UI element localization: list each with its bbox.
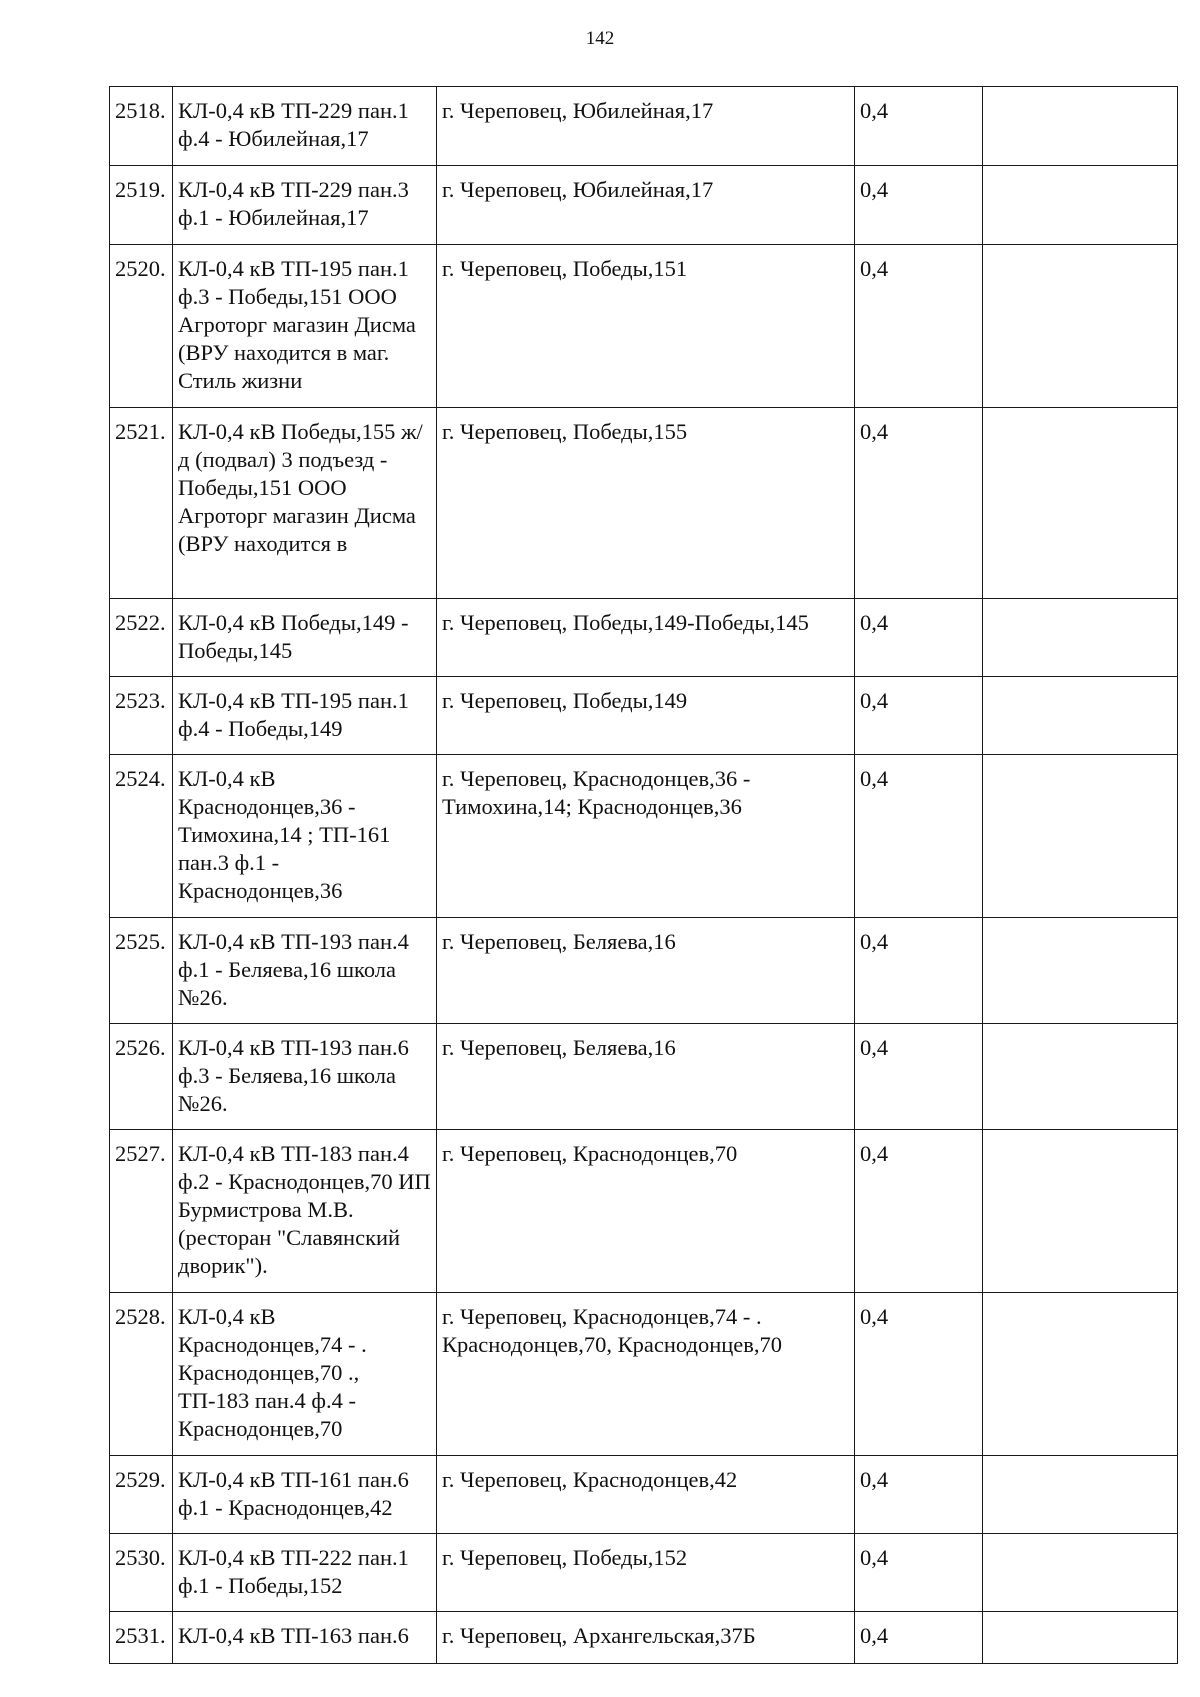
- line-address: г. Череповец, Победы,149-Победы,145: [437, 599, 855, 677]
- line-voltage: 0,4: [855, 1293, 983, 1456]
- table-row: [110, 245, 1178, 408]
- row-number: 2527.: [110, 1130, 173, 1293]
- line-address: г. Череповец, Юбилейная,17: [437, 87, 855, 166]
- row-number: 2519.: [110, 166, 173, 245]
- line-name: КЛ-0,4 кВ Победы,149 - Победы,145: [173, 599, 437, 677]
- table-row: [110, 918, 1178, 1024]
- row-number: 2531.: [110, 1612, 173, 1664]
- empty-cell: [983, 755, 1178, 918]
- empty-cell: [983, 599, 1178, 677]
- line-name: КЛ-0,4 кВ ТП-163 пан.6: [173, 1612, 437, 1664]
- row-number: 2528.: [110, 1293, 173, 1456]
- line-name: КЛ-0,4 кВ Краснодонцев,74 - . Краснодонцев,70 ., ТП-183 пан.4 ф.4 - Краснодонцев,70: [173, 1293, 437, 1456]
- table-row: [110, 1024, 1178, 1130]
- empty-cell: [983, 408, 1178, 599]
- line-name: КЛ-0,4 кВ ТП-183 пан.4 ф.2 - Краснодонцев,70 ИП Бурмистрова М.В. (ресторан "Славянский дворик").: [173, 1130, 437, 1293]
- line-name: КЛ-0,4 кВ ТП-193 пан.4 ф.1 - Беляева,16 школа №26.: [173, 918, 437, 1024]
- table-row: [110, 755, 1178, 918]
- line-address: г. Череповец, Краснодонцев,42: [437, 1456, 855, 1534]
- table-row: [110, 1130, 1178, 1293]
- row-number: 2523.: [110, 677, 173, 755]
- registry-table: [109, 86, 1178, 1664]
- empty-cell: [983, 1456, 1178, 1534]
- line-address: г. Череповец, Краснодонцев,70: [437, 1130, 855, 1293]
- line-voltage: 0,4: [855, 918, 983, 1024]
- row-number: 2518.: [110, 87, 173, 166]
- table-row: [110, 1612, 1178, 1664]
- registry-table-body: [110, 87, 1178, 1664]
- table-row: [110, 599, 1178, 677]
- line-address: г. Череповец, Победы,151: [437, 245, 855, 408]
- line-name: КЛ-0,4 кВ ТП-161 пан.6 ф.1 - Краснодонцев,42: [173, 1456, 437, 1534]
- line-name: КЛ-0,4 кВ ТП-195 пан.1 ф.3 - Победы,151 ООО Агроторг магазин Дисма (ВРУ находится в маг. Стиль жизни: [173, 245, 437, 408]
- line-voltage: 0,4: [855, 245, 983, 408]
- line-name: КЛ-0,4 кВ ТП-193 пан.6 ф.3 - Беляева,16 школа №26.: [173, 1024, 437, 1130]
- page-number: 142: [585, 28, 615, 49]
- empty-cell: [983, 87, 1178, 166]
- line-voltage: 0,4: [855, 408, 983, 599]
- line-address: г. Череповец, Беляева,16: [437, 1024, 855, 1130]
- line-voltage: 0,4: [855, 1024, 983, 1130]
- row-number: 2530.: [110, 1534, 173, 1612]
- row-number: 2521.: [110, 408, 173, 599]
- row-number: 2526.: [110, 1024, 173, 1130]
- line-address: г. Череповец, Победы,152: [437, 1534, 855, 1612]
- line-voltage: 0,4: [855, 1456, 983, 1534]
- row-number: 2524.: [110, 755, 173, 918]
- row-number: 2529.: [110, 1456, 173, 1534]
- table-row: [110, 677, 1178, 755]
- empty-cell: [983, 918, 1178, 1024]
- empty-cell: [983, 1293, 1178, 1456]
- line-name: КЛ-0,4 кВ ТП-229 пан.3 ф.1 - Юбилейная,17: [173, 166, 437, 245]
- line-name: КЛ-0,4 кВ ТП-195 пан.1 ф.4 - Победы,149: [173, 677, 437, 755]
- line-voltage: 0,4: [855, 677, 983, 755]
- table-row: [110, 408, 1178, 599]
- line-address: г. Череповец, Краснодонцев,36 - Тимохина,14; Краснодонцев,36: [437, 755, 855, 918]
- line-address: г. Череповец, Беляева,16: [437, 918, 855, 1024]
- line-voltage: 0,4: [855, 1534, 983, 1612]
- line-voltage: 0,4: [855, 166, 983, 245]
- row-number: 2525.: [110, 918, 173, 1024]
- table-row: [110, 166, 1178, 245]
- line-address: г. Череповец, Краснодонцев,74 - . Краснодонцев,70, Краснодонцев,70: [437, 1293, 855, 1456]
- line-name: КЛ-0,4 кВ ТП-229 пан.1 ф.4 - Юбилейная,17: [173, 87, 437, 166]
- line-address: г. Череповец, Победы,155: [437, 408, 855, 599]
- line-address: г. Череповец, Архангельская,37Б: [437, 1612, 855, 1664]
- table-row: [110, 1534, 1178, 1612]
- empty-cell: [983, 1612, 1178, 1664]
- line-name: КЛ-0,4 кВ ТП-222 пан.1 ф.1 - Победы,152: [173, 1534, 437, 1612]
- empty-cell: [983, 1130, 1178, 1293]
- table-row: [110, 1456, 1178, 1534]
- line-voltage: 0,4: [855, 599, 983, 677]
- line-address: г. Череповец, Победы,149: [437, 677, 855, 755]
- table-row: [110, 1293, 1178, 1456]
- line-address: г. Череповец, Юбилейная,17: [437, 166, 855, 245]
- line-voltage: 0,4: [855, 87, 983, 166]
- line-voltage: 0,4: [855, 1130, 983, 1293]
- empty-cell: [983, 166, 1178, 245]
- empty-cell: [983, 1024, 1178, 1130]
- table-row: [110, 87, 1178, 166]
- empty-cell: [983, 1534, 1178, 1612]
- line-voltage: 0,4: [855, 1612, 983, 1664]
- empty-cell: [983, 677, 1178, 755]
- line-name: КЛ-0,4 кВ Победы,155 ж/д (подвал) 3 подъезд - Победы,151 ООО Агроторг магазин Дисма (ВРУ находится в: [173, 408, 437, 599]
- row-number: 2520.: [110, 245, 173, 408]
- line-voltage: 0,4: [855, 755, 983, 918]
- empty-cell: [983, 245, 1178, 408]
- line-name: КЛ-0,4 кВ Краснодонцев,36 - Тимохина,14 ; ТП-161 пан.3 ф.1 - Краснодонцев,36: [173, 755, 437, 918]
- row-number: 2522.: [110, 599, 173, 677]
